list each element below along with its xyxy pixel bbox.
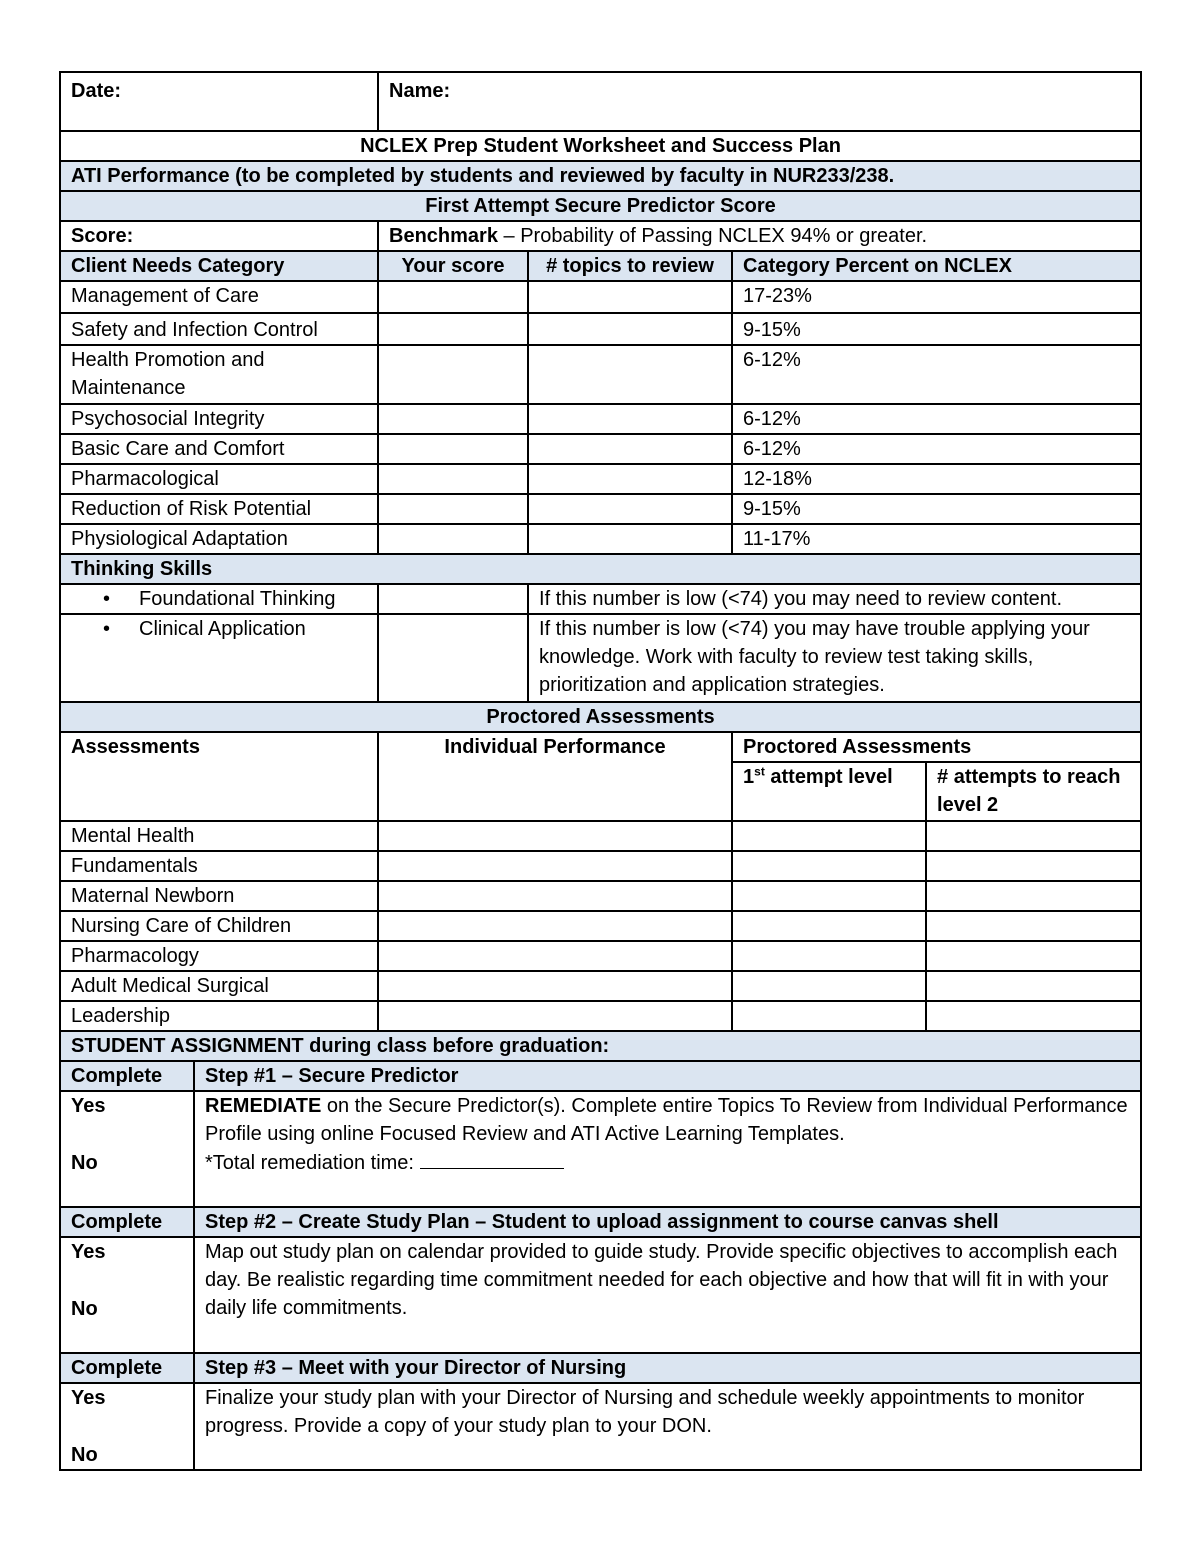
no-option[interactable]: No — [71, 1444, 98, 1466]
worksheet-table — [59, 71, 1142, 1471]
predictor-heading: First Attempt Secure Predictor Score — [60, 191, 1141, 221]
date-field[interactable] — [60, 72, 378, 131]
complete-label: Complete — [60, 1353, 194, 1383]
assessment-row — [60, 851, 1141, 881]
step1-title: Step #1 – Secure Predictor — [194, 1061, 1141, 1091]
first-attempt-input[interactable] — [732, 941, 926, 971]
category-percent: 17-23% — [732, 281, 1141, 313]
your-score-input[interactable] — [378, 524, 528, 554]
individual-performance-input[interactable] — [378, 971, 732, 1001]
assessment-row — [60, 881, 1141, 911]
category-name: Basic Care and Comfort — [60, 434, 378, 464]
client-needs-header: Client Needs Category — [60, 251, 378, 281]
category-percent: 11-17% — [732, 524, 1141, 554]
assessments-header: Assessments — [60, 732, 378, 821]
category-percent: 6-12% — [732, 434, 1141, 464]
name-label: Name: — [389, 80, 451, 102]
topics-review-input[interactable] — [528, 494, 732, 524]
attempts-input[interactable] — [926, 971, 1141, 1001]
assessment-row — [60, 971, 1141, 1001]
first-attempt-input[interactable] — [732, 1001, 926, 1031]
topics-review-input[interactable] — [528, 281, 732, 313]
assessment-name: Leadership — [60, 1001, 378, 1031]
date-label: Date: — [71, 80, 122, 102]
assessment-name: Fundamentals — [60, 851, 378, 881]
proctored-heading: Proctored Assessments — [60, 702, 1141, 732]
no-option[interactable]: No — [71, 1152, 98, 1174]
topics-review-input[interactable] — [528, 404, 732, 434]
client-needs-row — [60, 313, 1141, 345]
step1-description — [194, 1091, 1141, 1207]
remediation-time-input[interactable] — [420, 1148, 564, 1169]
your-score-input[interactable] — [378, 404, 528, 434]
category-percent-header: Category Percent on NCLEX — [732, 251, 1141, 281]
yes-option[interactable]: Yes — [71, 1387, 106, 1409]
step1-complete-choice[interactable] — [60, 1091, 194, 1207]
your-score-header: Your score — [378, 251, 528, 281]
first-attempt-input[interactable] — [732, 851, 926, 881]
your-score-input[interactable] — [378, 281, 528, 313]
category-percent: 9-15% — [732, 313, 1141, 345]
category-name: Safety and Infection Control — [60, 313, 378, 345]
individual-performance-input[interactable] — [378, 821, 732, 851]
bullet-icon: • — [103, 588, 111, 610]
first-attempt-input[interactable] — [732, 881, 926, 911]
client-needs-row — [60, 345, 1141, 404]
score-field[interactable] — [60, 221, 378, 251]
step1-text: on the Secure Predictor(s). Complete entire Topics To Review from Individual Performance Profile using online Focused Review and ATI Active Learning Templates. — [205, 1095, 1128, 1145]
benchmark-label: Benchmark — [389, 225, 498, 247]
remediation-time-label: *Total remediation time: — [205, 1152, 420, 1174]
attempts-input[interactable] — [926, 881, 1141, 911]
step2-description: Map out study plan on calendar provided to guide study. Provide specific objectives to accomplish each day. Be realistic regarding time commitment needed for each objective and how that will fit in with your daily life commitments. — [194, 1237, 1141, 1353]
category-name: Psychosocial Integrity — [60, 404, 378, 434]
your-score-input[interactable] — [378, 494, 528, 524]
category-name: Physiological Adaptation — [60, 524, 378, 554]
attempts-input[interactable] — [926, 851, 1141, 881]
thinking-row — [60, 584, 1141, 614]
your-score-input[interactable] — [378, 345, 528, 404]
assessment-name: Pharmacology — [60, 941, 378, 971]
remediate-label: REMEDIATE — [205, 1095, 322, 1117]
thinking-row — [60, 614, 1141, 702]
step2-complete-choice[interactable] — [60, 1237, 194, 1353]
individual-performance-input[interactable] — [378, 1001, 732, 1031]
assessment-name: Mental Health — [60, 821, 378, 851]
category-percent: 6-12% — [732, 404, 1141, 434]
step3-complete-choice[interactable] — [60, 1383, 194, 1470]
assessment-name: Adult Medical Surgical — [60, 971, 378, 1001]
thinking-label: Foundational Thinking — [139, 588, 336, 610]
yes-option[interactable]: Yes — [71, 1241, 106, 1263]
no-option[interactable]: No — [71, 1298, 98, 1320]
thinking-note: If this number is low (<74) you may need to review content. — [528, 584, 1141, 614]
assignment-heading: STUDENT ASSIGNMENT during class before graduation: — [60, 1031, 1141, 1061]
assessment-row — [60, 1001, 1141, 1031]
category-name: Management of Care — [60, 281, 378, 313]
topics-review-input[interactable] — [528, 345, 732, 404]
individual-performance-input[interactable] — [378, 881, 732, 911]
assessment-name: Nursing Care of Children — [60, 911, 378, 941]
first-attempt-input[interactable] — [732, 821, 926, 851]
topics-review-input[interactable] — [528, 434, 732, 464]
individual-performance-input[interactable] — [378, 851, 732, 881]
category-name: Reduction of Risk Potential — [60, 494, 378, 524]
client-needs-row — [60, 494, 1141, 524]
ati-heading: ATI Performance (to be completed by students and reviewed by faculty in NUR233/238. — [60, 161, 1141, 191]
assessment-name: Maternal Newborn — [60, 881, 378, 911]
thinking-score-input[interactable] — [378, 614, 528, 702]
individual-performance-header: Individual Performance — [378, 732, 732, 821]
yes-option[interactable]: Yes — [71, 1095, 106, 1117]
thinking-label-cell — [60, 584, 378, 614]
category-name: Pharmacological — [60, 464, 378, 494]
client-needs-row — [60, 524, 1141, 554]
assessment-row — [60, 821, 1141, 851]
first-attempt-header: 1st attempt level — [732, 762, 926, 821]
header-row — [60, 72, 1141, 131]
category-name: Health Promotion and Maintenance — [60, 345, 378, 404]
individual-performance-input[interactable] — [378, 941, 732, 971]
benchmark-text: – Probability of Passing NCLEX 94% or greater. — [497, 225, 928, 247]
first-attempt-input[interactable] — [732, 971, 926, 1001]
proctored-assessments-header: Proctored Assessments — [732, 732, 1141, 762]
category-percent: 12-18% — [732, 464, 1141, 494]
thinking-score-input[interactable] — [378, 584, 528, 614]
category-percent: 6-12% — [732, 345, 1141, 404]
your-score-input[interactable] — [378, 434, 528, 464]
step2-title: Step #2 – Create Study Plan – Student to upload assignment to course canvas shell — [194, 1207, 1141, 1237]
benchmark-cell — [378, 221, 1141, 251]
complete-label: Complete — [60, 1061, 194, 1091]
your-score-input[interactable] — [378, 464, 528, 494]
assessment-row — [60, 911, 1141, 941]
topics-review-header: # topics to review — [528, 251, 732, 281]
thinking-skills-heading: Thinking Skills — [60, 554, 1141, 584]
topics-review-input[interactable] — [528, 313, 732, 345]
assessment-row — [60, 941, 1141, 971]
step3-title: Step #3 – Meet with your Director of Nursing — [194, 1353, 1141, 1383]
attempts-input[interactable] — [926, 941, 1141, 971]
name-field[interactable] — [378, 72, 1141, 131]
client-needs-row — [60, 434, 1141, 464]
step3-description: Finalize your study plan with your Director of Nursing and schedule weekly appointments to monitor progress. Provide a copy of your study plan to your DON. — [194, 1383, 1141, 1470]
client-needs-row — [60, 464, 1141, 494]
thinking-note: If this number is low (<74) you may have trouble applying your knowledge. Work with faculty to review test taking skills, prioritization and application strategies. — [528, 614, 1141, 702]
category-percent: 9-15% — [732, 494, 1141, 524]
bullet-icon: • — [103, 618, 111, 640]
client-needs-row — [60, 404, 1141, 434]
thinking-label: Clinical Application — [139, 618, 306, 640]
score-label: Score: — [71, 225, 134, 247]
your-score-input[interactable] — [378, 313, 528, 345]
attempts-to-level2-header: # attempts to reach level 2 — [926, 762, 1141, 821]
topics-review-input[interactable] — [528, 524, 732, 554]
client-needs-row — [60, 281, 1141, 313]
topics-review-input[interactable] — [528, 464, 732, 494]
attempts-input[interactable] — [926, 821, 1141, 851]
thinking-label-cell — [60, 614, 378, 702]
attempts-input[interactable] — [926, 1001, 1141, 1031]
individual-performance-input[interactable] — [378, 911, 732, 941]
first-attempt-input[interactable] — [732, 911, 926, 941]
attempts-input[interactable] — [926, 911, 1141, 941]
page-title: NCLEX Prep Student Worksheet and Success Plan — [60, 131, 1141, 161]
complete-label: Complete — [60, 1207, 194, 1237]
